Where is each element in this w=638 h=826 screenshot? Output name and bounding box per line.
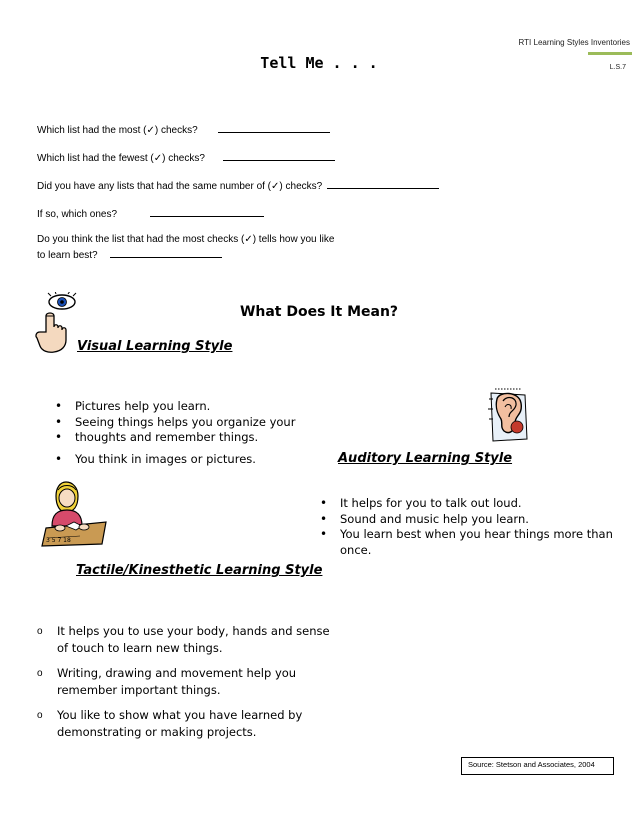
list-item-line: once.	[340, 542, 372, 557]
list-item	[37, 665, 330, 699]
list-item-line: remember important things.	[57, 683, 221, 697]
list-item: • Pictures help you learn.	[51, 399, 295, 415]
tactile-bullets	[37, 623, 330, 749]
list-item: • You think in images or pictures.	[51, 452, 295, 468]
auditory-heading: Auditory Learning Style	[338, 451, 513, 466]
eye-pointing-hand-icon	[32, 292, 78, 354]
question-learn-best-line1: Do you think the list that had the most checks (✓) tells how you like	[37, 234, 335, 245]
question-which-ones	[37, 206, 264, 220]
tactile-heading: Tactile/Kinesthetic Learning Style	[76, 563, 323, 578]
question-most	[37, 122, 330, 136]
page-code: L.S.7	[609, 64, 626, 71]
question-text: Which list had the fewest (✓) checks?	[37, 153, 205, 164]
question-learn-best-line2	[37, 247, 222, 261]
list-item-line: of touch to learn new things.	[57, 641, 223, 655]
list-item: • Seeing things helps you organize your	[51, 415, 295, 431]
auditory-bullets	[316, 496, 616, 558]
list-item: • thoughts and remember things.	[51, 430, 295, 446]
girl-at-desk-icon	[40, 476, 112, 548]
ear-icon	[487, 385, 529, 445]
source-citation: Source: Stetson and Associates, 2004	[461, 757, 614, 775]
question-text: to learn best?	[37, 250, 98, 261]
section-title: What Does It Mean?	[239, 304, 399, 320]
question-text: Which list had the most (✓) checks?	[37, 125, 198, 136]
list-item-line: It helps you to use your body, hands and sense	[57, 624, 330, 638]
answer-blank[interactable]	[223, 150, 335, 161]
series-label: RTI Learning Styles Inventories	[518, 38, 630, 47]
question-text: If so, which ones?	[37, 209, 118, 220]
visual-bullets	[51, 399, 295, 467]
list-item: • It helps for you to talk out loud.	[316, 496, 616, 512]
answer-blank[interactable]	[218, 122, 330, 133]
list-item: • Sound and music help you learn.	[316, 512, 616, 528]
list-item-line: demonstrating or making projects.	[57, 725, 257, 739]
visual-heading: Visual Learning Style	[77, 339, 233, 354]
mat-numbers: 3 5 7 18	[46, 537, 71, 544]
list-item-line: You learn best when you hear things more than	[340, 527, 613, 541]
list-item	[37, 623, 330, 657]
question-fewest	[37, 150, 335, 164]
list-item-line: Writing, drawing and movement help you	[57, 666, 297, 680]
list-item	[316, 527, 616, 558]
answer-blank[interactable]	[327, 178, 439, 189]
list-item	[37, 707, 330, 741]
question-same-number	[37, 178, 439, 192]
answer-blank[interactable]	[110, 247, 222, 258]
question-text: Did you have any lists that had the same number of (✓) checks?	[37, 181, 323, 192]
answer-blank[interactable]	[150, 206, 264, 217]
page-title: Tell Me . . .	[260, 54, 378, 72]
list-item-line: You like to show what you have learned by	[57, 708, 303, 722]
